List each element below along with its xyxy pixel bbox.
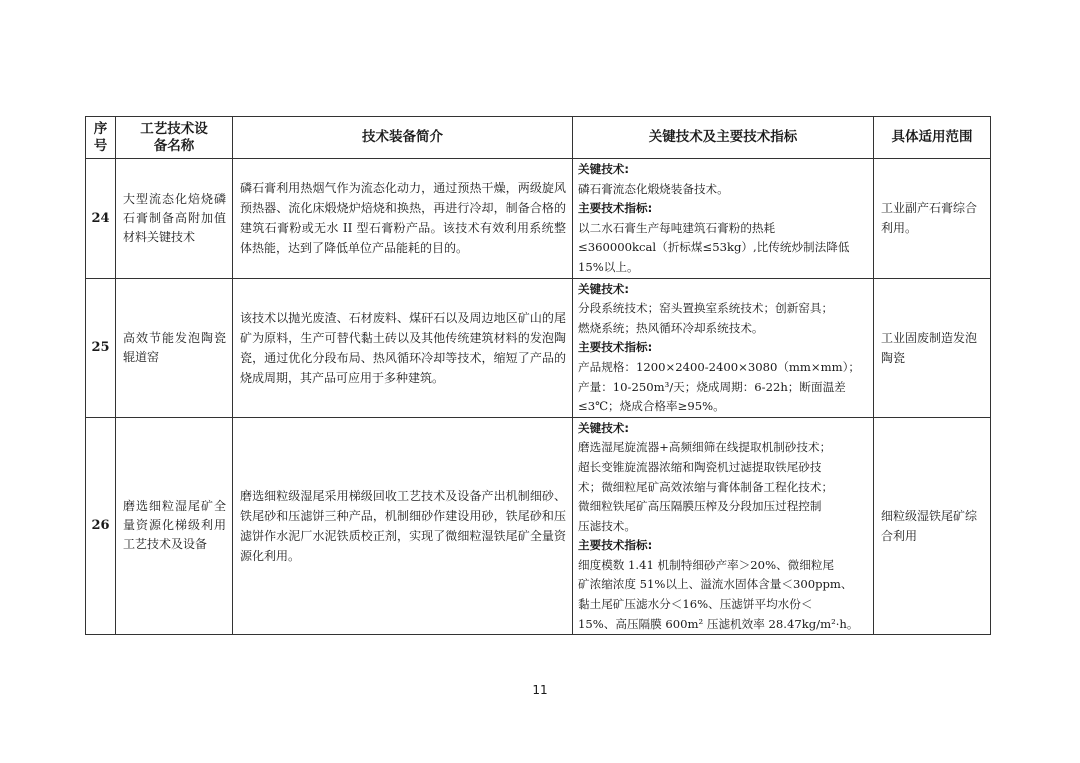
index-line: 15%、高压隔膜 600m² 压滤机效率 28.47kg/m²·h。 — [578, 616, 859, 631]
header-intro: 技术装备简介 — [233, 117, 573, 159]
row-name: 高效节能发泡陶瓷辊道窑 — [116, 278, 233, 417]
index-line: 15%以上。 — [578, 259, 639, 274]
key-tech-label: 关键技术: — [578, 281, 630, 296]
header-key: 关键技术及主要技术指标 — [573, 117, 874, 159]
row-number: 24 — [86, 159, 116, 279]
index-label: 主要技术指标: — [578, 340, 653, 355]
row-scope: 细粒级湿铁尾矿综合利用 — [874, 417, 991, 635]
key-tech-line: 燃烧系统；热风循环冷却系统技术。 — [578, 320, 764, 335]
tech-table — [85, 116, 991, 635]
table-row — [86, 159, 991, 279]
key-tech-line: 术；微细粒尾矿高效浓缩与膏体制备工程化技术； — [578, 479, 834, 494]
key-tech-line: 超长变锥旋流器浓缩和陶瓷机过滤提取铁尾砂技 — [578, 459, 822, 474]
index-line: 矿浓缩浓度 51%以上、溢流水固体含量＜300ppm、 — [578, 577, 853, 592]
index-line: ≤360000kcal（折标煤≤53kg）,比传统炒制法降低 — [578, 240, 850, 255]
index-line: 产量：10-250m³/天；烧成周期：6-22h；断面温差 — [578, 379, 846, 394]
index-line: 细度模数 1.41 机制特细砂产率＞20%、微细粒尾 — [578, 557, 835, 572]
row-key-tech — [573, 417, 874, 635]
row-name: 大型流态化焙烧磷石膏制备高附加值材料关键技术 — [116, 159, 233, 279]
key-tech-label: 关键技术: — [578, 162, 630, 176]
index-line: ≤3℃；烧成合格率≥95%。 — [578, 399, 725, 414]
index-line: 黏土尾矿压滤水分＜16%、压滤饼平均水份＜ — [578, 597, 813, 612]
row-name: 磨选细粒湿尾矿全量资源化梯级利用工艺技术及设备 — [116, 417, 233, 635]
key-tech-line: 分段系统技术；窑头置换室系统技术；创新窑具； — [578, 301, 834, 316]
key-tech-line: 压滤技术。 — [578, 518, 636, 533]
row-number: 26 — [86, 417, 116, 635]
row-scope: 工业副产石膏综合利用。 — [874, 159, 991, 279]
header-row — [86, 117, 991, 159]
row-scope: 工业固废制造发泡陶瓷 — [874, 278, 991, 417]
header-name: 工艺技术设备名称 — [116, 117, 233, 159]
table-row — [86, 278, 991, 417]
header-scope: 具体适用范围 — [874, 117, 991, 159]
key-tech-line: 微细粒铁尾矿高压隔膜压榨及分段加压过程控制 — [578, 499, 822, 514]
index-label: 主要技术指标: — [578, 201, 653, 216]
row-key-tech — [573, 159, 874, 279]
index-line: 以二水石膏生产每吨建筑石膏粉的热耗 — [578, 220, 776, 235]
key-tech-line: 磨选湿尾旋流器+高频细筛在线提取机制砂技术； — [578, 440, 832, 455]
key-tech-label: 关键技术: — [578, 420, 630, 435]
page-number: 11 — [532, 683, 548, 697]
row-number: 25 — [86, 278, 116, 417]
table-row — [86, 417, 991, 635]
row-intro: 磷石膏利用热烟气作为流态化动力，通过预热干燥，两级旋风预热器、流化床煅烧炉焙烧和换热，再进行冷却，制备合格的建筑石膏粉或无水 II 型石膏粉产品。该技术有效利用系统整体热能，达到了降低单位产品能耗的目的。 — [233, 159, 573, 279]
header-no: 序号 — [86, 117, 116, 159]
row-intro: 磨选细粒级湿尾采用梯级回收工艺技术及设备产出机制细砂、铁尾砂和压滤饼三种产品，机制细砂作建设用砂，铁尾砂和压滤饼作水泥厂水泥铁质校正剂，实现了微细粒湿铁尾矿全量资源化利用。 — [233, 417, 573, 635]
row-key-tech — [573, 278, 874, 417]
row-intro: 该技术以抛光废渣、石材废料、煤矸石以及周边地区矿山的尾矿为原料，生产可替代黏土砖以及其他传统建筑材料的发泡陶瓷，通过优化分段布局、热风循环冷却等技术，缩短了产品的烧成周期，其产品可应用于多种建筑。 — [233, 278, 573, 417]
index-label: 主要技术指标: — [578, 538, 653, 553]
index-line: 产品规格：1200×2400-2400×3080（mm×mm）； — [578, 359, 861, 374]
key-tech-line: 磷石膏流态化煅烧装备技术。 — [578, 181, 729, 196]
